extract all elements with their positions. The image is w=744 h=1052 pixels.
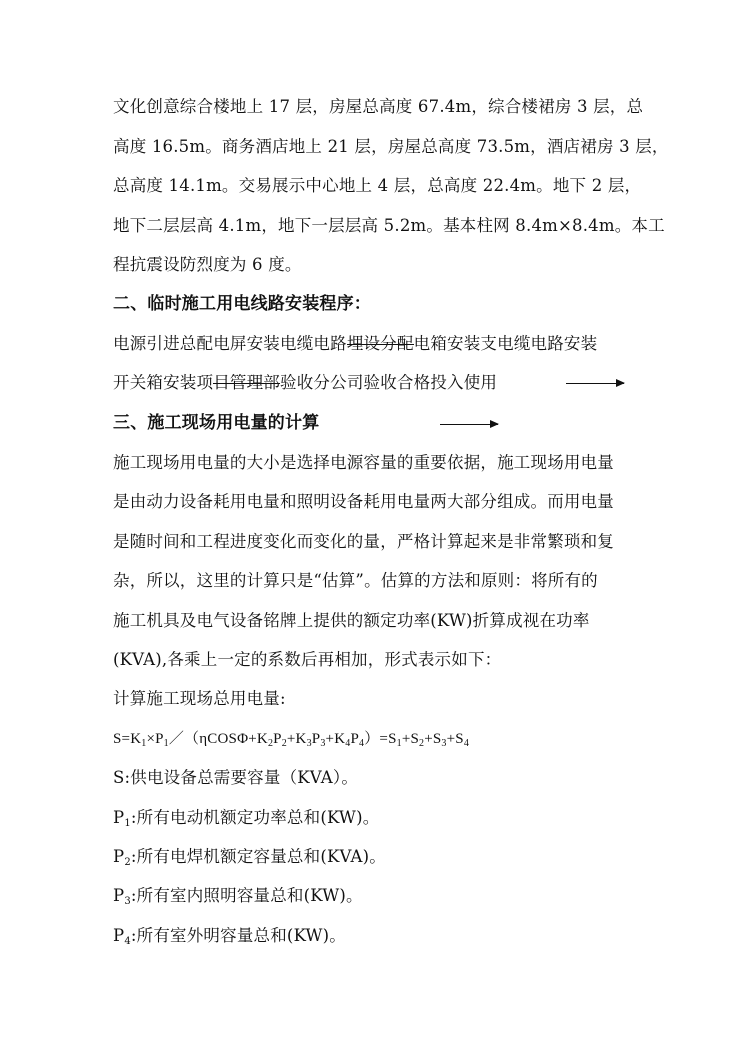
formula-subscript: 4	[463, 738, 470, 749]
formula-subscript: 3	[306, 738, 312, 749]
def-letter: P	[113, 847, 125, 866]
formula-part: +S	[424, 731, 442, 747]
def-subscript: 2	[124, 857, 131, 868]
procedure-text: 电箱安装支电缆电路安装	[413, 334, 598, 353]
intro-line-2: 高度 16.5m。商务酒店地上 21 层，房屋总高度 73.5m，酒店裙房 3 层，	[113, 137, 669, 156]
formula-part: +S	[446, 731, 464, 747]
arrow-right-icon	[566, 383, 624, 384]
formula-subscript: 2	[419, 738, 425, 749]
struck-text: 埋设分配	[346, 334, 414, 353]
formula-subscript: 1	[396, 738, 402, 749]
para-line-5: 施工机具及电气设备铭牌上提供的额定功率(KW)折算成视在功率	[113, 611, 590, 630]
def-letter: P	[113, 926, 125, 945]
def-text: :所有电焊机额定容量总和(KVA)。	[130, 847, 386, 866]
section-2-heading: 二、临时施工用电线路安装程序：	[113, 294, 371, 314]
procedure-text: 验收分公司验收合格投入使用	[280, 373, 498, 392]
formula-part: +K	[286, 731, 307, 747]
para-line-6: (KVA),各乘上一定的系数后再相加，形式表示如下：	[113, 650, 502, 669]
formula-subscript: 3	[320, 738, 326, 749]
calc-label: 计算施工现场总用电量:	[113, 689, 286, 708]
formula-subscript: 1	[141, 738, 147, 749]
intro-line-4: 地下二层层高 4.1m，地下一层层高 5.2m。基本柱网 8.4m×8.4m。本工	[113, 216, 665, 235]
def-text: :所有电动机额定功率总和(KW)。	[130, 808, 380, 827]
formula-subscript: 2	[281, 738, 287, 749]
section-3-heading: 三、施工现场用电量的计算	[113, 413, 320, 433]
formula-part: ／（ηCOSΦ+K	[168, 731, 268, 747]
formula-part: +K	[325, 731, 346, 747]
def-p1	[113, 807, 638, 829]
procedure-line-2	[113, 372, 638, 394]
formula-subscript: 2	[267, 738, 274, 749]
def-s: S:供电设备总需要容量（KVA）。	[113, 768, 359, 787]
formula-part: ×P	[146, 731, 164, 747]
formula-part: P	[350, 731, 359, 747]
def-subscript: 3	[124, 896, 131, 907]
def-p4	[113, 925, 638, 947]
def-text: :所有室内照明容量总和(KW)。	[130, 886, 363, 905]
formula-subscript: 4	[345, 738, 351, 749]
def-subscript: 1	[124, 818, 131, 829]
intro-line-5: 程抗震设防烈度为 6 度。	[113, 255, 302, 274]
formula-part: P	[273, 731, 282, 747]
formula-subscript: 3	[441, 738, 447, 749]
def-letter: P	[113, 808, 125, 827]
def-p3	[113, 885, 638, 907]
power-formula	[113, 728, 638, 750]
intro-line-1: 文化创意综合楼地上 17 层，房屋总高度 67.4m，综合楼裙房 3 层，总	[113, 97, 644, 116]
formula-part: +S	[401, 731, 420, 747]
formula-subscript: 4	[359, 738, 365, 749]
struck-text: 目管理部	[213, 373, 281, 392]
para-line-1: 施工现场用电量的大小是选择电源容量的重要依据，施工现场用电量	[113, 453, 614, 472]
formula-part: P	[311, 731, 321, 747]
def-letter: P	[113, 886, 125, 905]
intro-line-3: 总高度 14.1m。交易展示中心地上 4 层，总高度 22.4m。地下 2 层，	[113, 176, 642, 195]
formula-part: S=K	[113, 731, 142, 747]
def-subscript: 4	[124, 936, 131, 947]
formula-subscript: 1	[163, 738, 169, 749]
procedure-line-1	[113, 333, 638, 355]
def-text: :所有室外明容量总和(KW)。	[130, 926, 347, 945]
def-p2	[113, 846, 638, 868]
arrow-right-icon	[440, 424, 498, 425]
para-line-3: 是随时间和工程进度变化而变化的量，严格计算起来是非常繁琐和复	[113, 532, 614, 551]
para-line-2: 是由动力设备耗用电量和照明设备耗用电量两大部分组成。而用电量	[113, 492, 614, 511]
formula-part: ）=S	[364, 731, 397, 747]
procedure-text: 开关箱安装项	[113, 373, 214, 392]
para-line-4: 杂，所以，这里的计算只是“估算”。估算的方法和原则：将所有的	[113, 571, 598, 590]
procedure-text: 电源引进总配电屏安装电缆电路	[113, 334, 347, 353]
